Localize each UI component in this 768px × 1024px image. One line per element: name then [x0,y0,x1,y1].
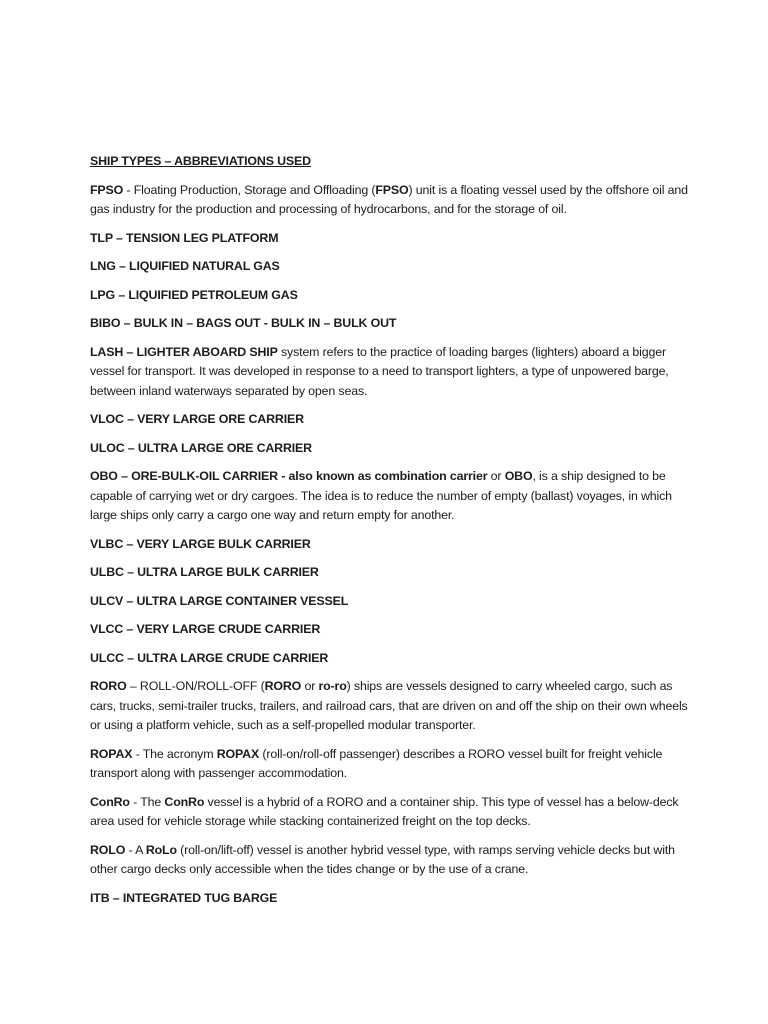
entry-bold-text: ro-ro [318,679,347,693]
entry-bold-text: BIBO – BULK IN – BAGS OUT - BULK IN – BULK OUT [90,316,397,330]
entry-text: , is a ship designed to be capable of carrying wet or dry cargoes. The idea is to reduce the number of empty (ballast) voyages, in which large ships only carry a cargo one way and return empty for another. [90,469,672,522]
entry-bold-text: ROLO [90,842,126,857]
abbreviation-entry [90,410,690,430]
abbreviation-entry [90,841,690,880]
abbreviation-entry [90,592,690,612]
entry-bold-text: OBO [504,469,533,483]
abbreviation-entry [90,439,690,459]
entry-bold-text: VLCC – VERY LARGE CRUDE CARRIER [90,622,321,636]
entry-bold-text: ULCV – ULTRA LARGE CONTAINER VESSEL [90,593,349,608]
entry-text: – ROLL-ON/ROLL-OFF ( [126,679,265,693]
document-title: SHIP TYPES – ABBREVIATIONS USED [90,154,311,168]
entry-text: (roll-on/roll-off passenger) describes a RORO vessel built for freight vehicle transport along with passenger accommodation. [90,746,663,780]
abbreviation-entry [90,535,690,555]
entry-bold-text: TLP – TENSION LEG PLATFORM [90,230,279,245]
entry-text: - The [129,794,165,809]
entry-text: ) ships are vessels designed to carry wheeled cargo, such as cars, trucks, semi-trailer trucks, trailers, and railroad cars, that are driven on and off the ship on their own wheels or using a platform vehicle, such as a self-propelled modular transporter. [90,679,688,732]
entry-bold-text: ROPAX [216,746,260,761]
entry-bold-text: VLBC – VERY LARGE BULK CARRIER [90,536,311,551]
abbreviation-entry [90,649,690,669]
entry-text: vessel is a hybrid of a RORO and a container ship. This type of vessel has a below-deck area used for vehicle storage while stacking containerized freight on the top decks. [90,794,679,828]
entry-text: (roll-on/lift-off) vessel is another hybrid vessel type, with ramps serving vehicle decks but with other cargo decks only accessible when the tides change or by the use of a crane. [90,842,675,876]
entry-text: ) unit is a floating vessel used by the offshore oil and gas industry for the production and processing of hydrocarbons, and for the storage of oil. [90,182,688,216]
abbreviation-entry [90,745,690,784]
entry-bold-text: as combination carrier [357,469,488,483]
entry-bold-text: RORO [264,679,302,693]
entry-bold-text: RORO [90,679,127,693]
entry-bold-text: ULBC – ULTRA LARGE BULK CARRIER [90,565,319,579]
abbreviation-entry [90,563,690,583]
entry-bold-text: RoLo [145,842,177,857]
entry-bold-text: ROPAX [90,746,133,761]
entry-bold-text: ULOC – ULTRA LARGE ORE CARRIER [90,440,312,455]
abbreviation-entry [90,793,690,832]
entry-text: or [487,469,505,483]
entry-text: - A [125,842,146,857]
entry-bold-text: FPSO [90,182,124,197]
abbreviation-entry [90,889,690,909]
abbreviation-entry [90,343,690,402]
entry-bold-text: ConRo [90,794,130,809]
abbreviation-entry [90,314,690,334]
entry-bold-text: ULCC – ULTRA LARGE CRUDE CARRIER [90,650,329,665]
entry-bold-text: LPG – LIQUIFIED PETROLEUM GAS [90,287,298,302]
entry-bold-text: VLOC – VERY LARGE ORE CARRIER [90,412,304,426]
abbreviation-entry [90,257,690,277]
abbreviation-entry [90,286,690,306]
entry-text: or [301,679,319,693]
abbreviation-entry [90,467,690,526]
document-body [90,152,690,917]
abbreviation-list [90,181,690,909]
entry-bold-text: LASH – LIGHTER ABOARD SHIP [90,344,278,359]
abbreviation-entry [90,229,690,249]
entry-text: - The acronym [132,746,217,761]
entry-bold-text: OBO – ORE-BULK-OIL CARRIER - also known [90,469,358,483]
abbreviation-entry [90,620,690,640]
abbreviation-entry [90,677,690,736]
entry-bold-text: LNG – LIQUIFIED NATURAL GAS [90,259,280,273]
abbreviation-entry [90,181,690,220]
entry-text: - Floating Production, Storage and Offloading ( [123,182,376,197]
entry-bold-text: ITB – INTEGRATED TUG BARGE [90,890,278,905]
entry-text: system refers to the practice of loading barges (lighters) aboard a bigger vessel for transport. It was developed in response to a need to transport lighters, a type of unpowered barge, between inland waterways separated by open seas. [90,344,669,398]
entry-bold-text: FPSO [375,182,409,197]
entry-bold-text: ConRo [164,794,205,809]
